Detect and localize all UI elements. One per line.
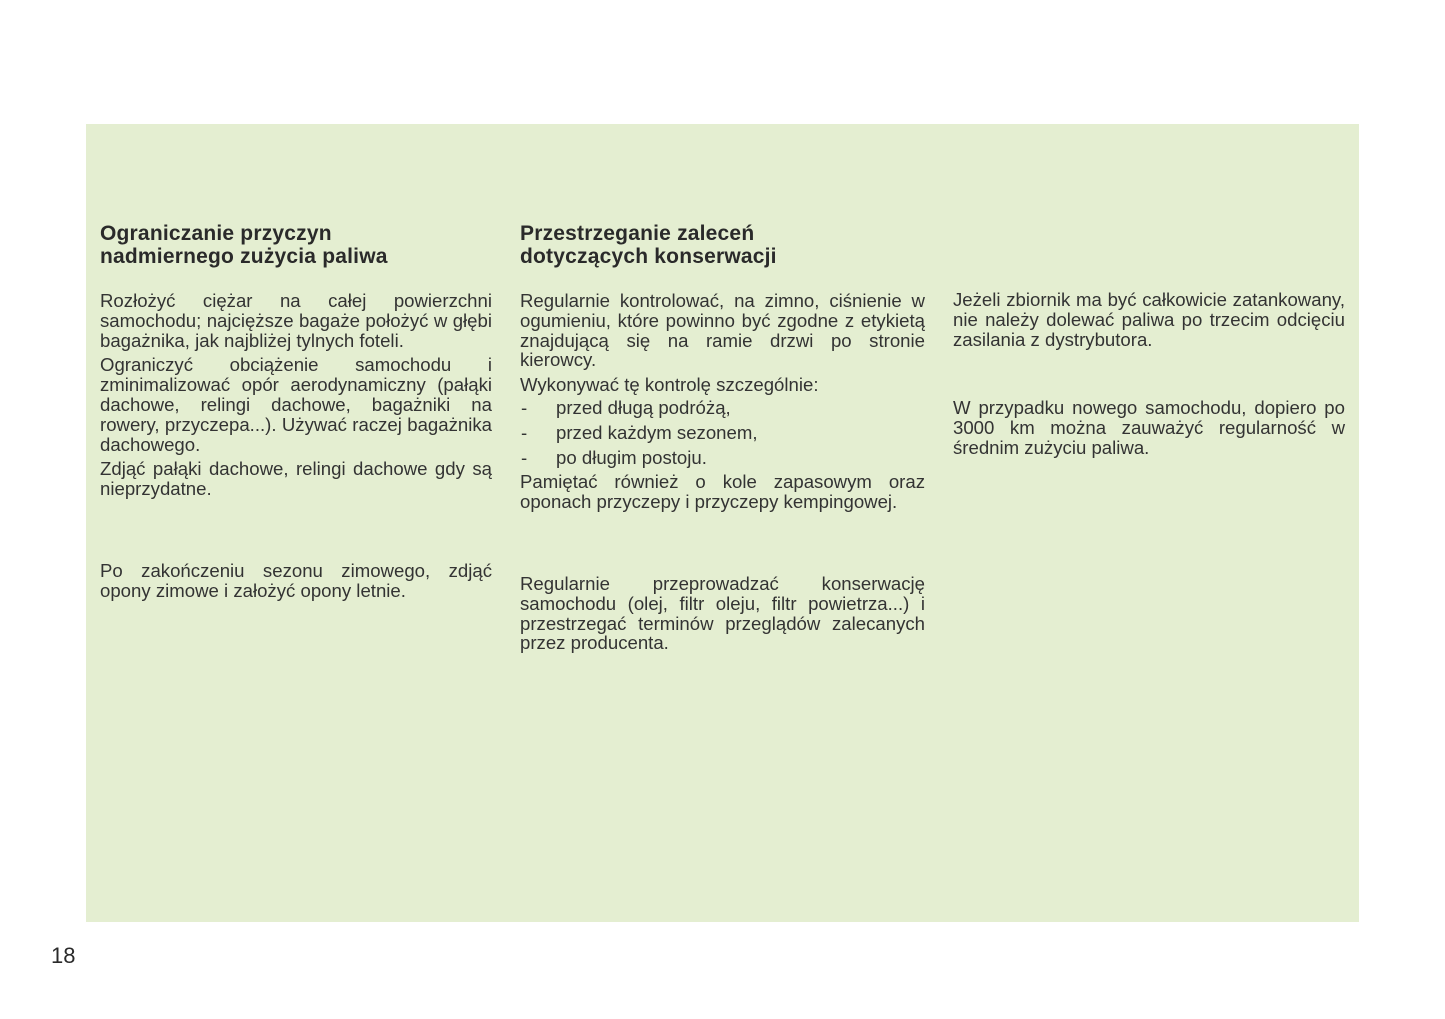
heading-line-2: nadmiernego zużycia paliwa bbox=[100, 245, 388, 268]
heading-fuel-consumption bbox=[100, 222, 492, 268]
list-item bbox=[520, 423, 925, 443]
paragraph: Jeżeli zbiornik ma być całkowicie zatankowany, nie należy dolewać paliwa po trzecim odcięciu zasilania z dystrybutora. bbox=[953, 289, 1345, 350]
column-left bbox=[100, 222, 492, 601]
paragraph: Pamiętać również o kole zapasowym oraz oponach przyczepy i przyczepy kempingowej. bbox=[520, 471, 925, 513]
column-right bbox=[953, 290, 1345, 458]
dash-bullet: - bbox=[521, 421, 528, 443]
dash-bullet: - bbox=[521, 396, 528, 418]
column-middle bbox=[520, 222, 925, 653]
heading-line-1: Ograniczanie przyczyn bbox=[100, 222, 332, 245]
paragraph: Rozłożyć ciężar na całej powierzchni samochodu; najcięższe bagaże położyć w głębi bagażnika, jak najbliżej tylnych foteli. bbox=[100, 290, 492, 351]
paragraph: Po zakończeniu sezonu zimowego, zdjąć opony zimowe i założyć opony letnie. bbox=[100, 559, 492, 601]
heading-maintenance bbox=[520, 222, 925, 268]
paragraph: Regularnie kontrolować, na zimno, ciśnienie w ogumieniu, które powinno być zgodne z etykietą znajdującą się na ramie drzwi po stronie kierowcy. bbox=[520, 290, 925, 371]
paragraph: Regularnie przeprowadzać konserwację samochodu (olej, filtr oleju, filtr powietrza...) i przestrzegać terminów przeglądów zalecanych przez producenta. bbox=[520, 572, 925, 654]
list-item bbox=[520, 448, 925, 468]
paragraph: W przypadku nowego samochodu, dopiero po 3000 km można zauważyć regularność w średnim zużyciu paliwa. bbox=[953, 397, 1345, 458]
paragraph: Wykonywać tę kontrolę szczególnie: bbox=[520, 374, 819, 396]
paragraph: Ograniczyć obciążenie samochodu i zminimalizować opór aerodynamiczny (pałąki dachowe, relingi dachowe, bagażniki na rowery, przyczepa...). Używać raczej bagażnika dachowego. bbox=[100, 354, 492, 455]
list-item-text: przed długą podróżą, bbox=[556, 396, 731, 418]
list-item-text: po długim postoju. bbox=[556, 446, 707, 468]
heading-line-2: dotyczących konserwacji bbox=[520, 245, 777, 268]
list-item-text: przed każdym sezonem, bbox=[556, 421, 758, 443]
content-panel bbox=[86, 124, 1359, 922]
page-number: 18 bbox=[51, 943, 76, 968]
check-occasions-list bbox=[520, 398, 925, 467]
paragraph: Zdjąć pałąki dachowe, relingi dachowe gdy są nieprzydatne. bbox=[100, 458, 492, 500]
heading-line-1: Przestrzeganie zaleceń bbox=[520, 222, 755, 245]
dash-bullet: - bbox=[521, 446, 528, 468]
list-item bbox=[520, 398, 925, 418]
